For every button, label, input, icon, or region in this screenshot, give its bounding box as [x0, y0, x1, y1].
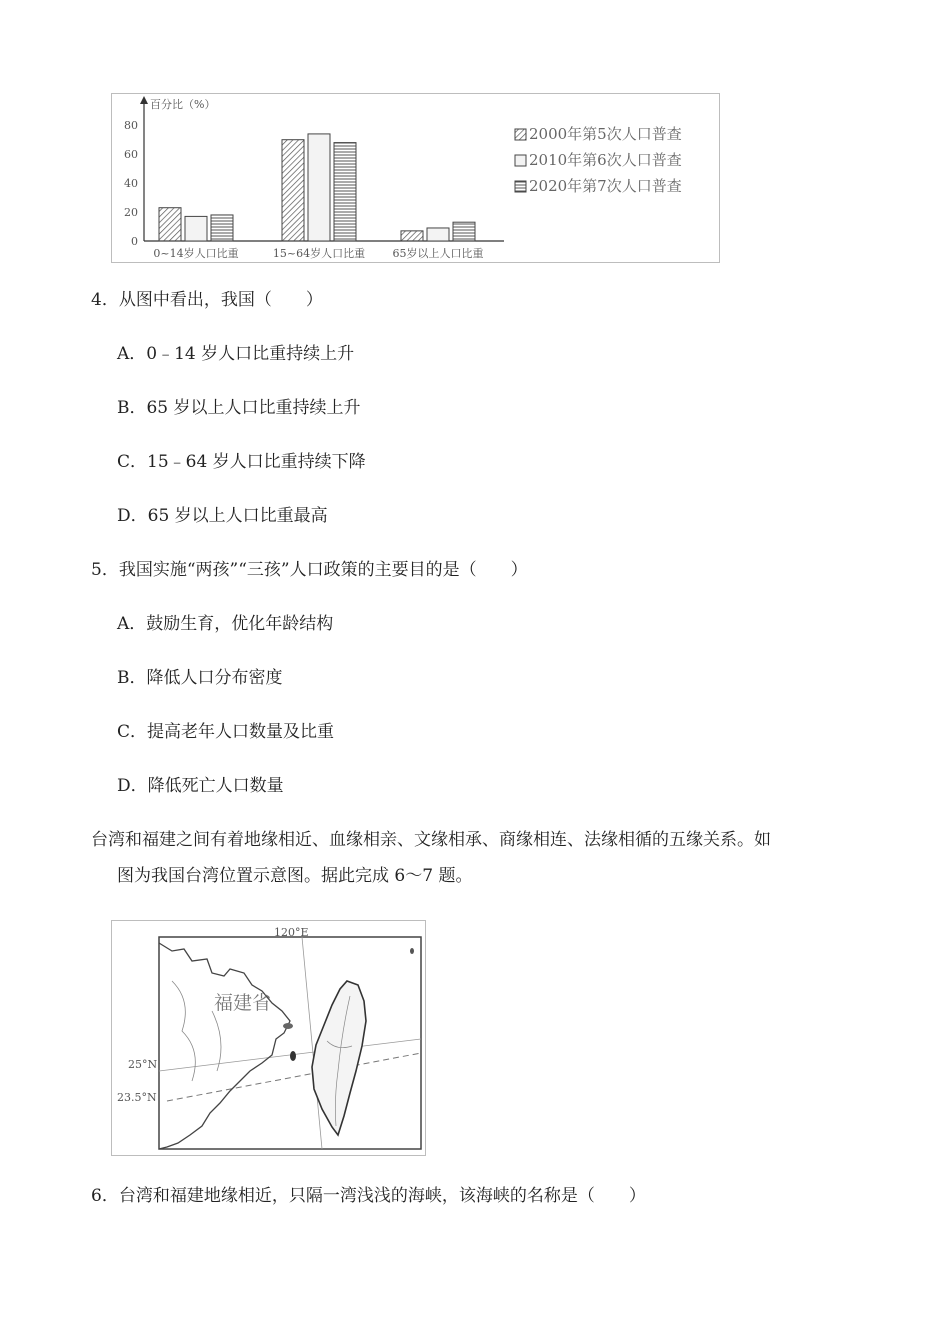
- y-tick-label: 0: [131, 235, 138, 248]
- x-category-label: 65岁以上人口比重: [392, 247, 484, 260]
- population-census-chart: [111, 93, 720, 263]
- parallel-25n: [159, 1039, 421, 1071]
- legend-label: 2020年第7次人口普查: [529, 177, 682, 195]
- legend-swatch: [515, 181, 526, 192]
- bar: [282, 140, 304, 241]
- label-fujian-province: 福建省: [214, 992, 272, 1014]
- legend-label: 2000年第5次人口普查: [529, 125, 682, 143]
- passage-line-1: 台湾和福建之间有着地缘相近、血缘相亲、文缘相承、商缘相连、法缘相循的五缘关系。如: [91, 830, 771, 850]
- taiwan-location-map: [111, 920, 426, 1156]
- label-23-5n: 23.5°N: [117, 1091, 157, 1104]
- map-frame: [159, 937, 421, 1149]
- label-25n: 25°N: [128, 1058, 158, 1071]
- map-svg: [112, 921, 425, 1155]
- question-5-stem: 5．我国实施“两孩”“三孩”人口政策的主要目的是（ ）: [91, 560, 528, 580]
- question-4-option-d[interactable]: D．65 岁以上人口比重最高: [117, 506, 328, 526]
- question-5-option-c[interactable]: C．提高老年人口数量及比重: [117, 722, 335, 742]
- bar: [401, 231, 423, 241]
- y-tick-label: 40: [124, 177, 138, 191]
- bar: [185, 216, 207, 241]
- x-category-label: 0~14岁人口比重: [153, 247, 239, 260]
- question-6-stem: 6．台湾和福建地缘相近，只隔一湾浅浅的海峡，该海峡的名称是（ ）: [91, 1186, 646, 1206]
- question-5-option-d[interactable]: D．降低死亡人口数量: [117, 776, 284, 796]
- question-5-option-b[interactable]: B．降低人口分布密度: [117, 668, 283, 688]
- passage-line-2: 图为我国台湾位置示意图。据此完成 6～7 题。: [117, 866, 473, 886]
- y-tick-label: 60: [124, 148, 138, 162]
- label-120e: 120°E: [274, 926, 309, 939]
- question-4-option-a[interactable]: A．0﹣14 岁人口比重持续上升: [117, 344, 355, 364]
- bar: [334, 143, 356, 241]
- bar: [308, 134, 330, 241]
- bar: [211, 215, 233, 241]
- bar: [427, 228, 449, 241]
- y-axis-label: 百分比（%）: [150, 98, 216, 111]
- fujian-coastline: [159, 943, 290, 1149]
- chart-svg: [112, 94, 719, 262]
- taiwan-island: [312, 981, 366, 1135]
- bar: [453, 222, 475, 241]
- question-4-stem: 4．从图中看出，我国（ ）: [91, 290, 323, 310]
- legend-swatch: [515, 129, 526, 140]
- y-tick-label: 20: [124, 206, 138, 220]
- question-5-option-a[interactable]: A．鼓励生育，优化年龄结构: [117, 614, 334, 634]
- legend-swatch: [515, 155, 526, 166]
- penghu-islands: [290, 1051, 296, 1061]
- question-4-option-b[interactable]: B．65 岁以上人口比重持续上升: [117, 398, 361, 418]
- x-category-label: 15~64岁人口比重: [272, 247, 366, 260]
- question-4-option-c[interactable]: C．15﹣64 岁人口比重持续下降: [117, 452, 366, 472]
- y-tick-label: 80: [124, 119, 138, 133]
- island-c: [410, 948, 414, 954]
- legend-label: 2010年第6次人口普查: [529, 151, 682, 169]
- bar: [159, 208, 181, 241]
- y-axis-arrow: [140, 96, 148, 104]
- island-a: [283, 1023, 293, 1029]
